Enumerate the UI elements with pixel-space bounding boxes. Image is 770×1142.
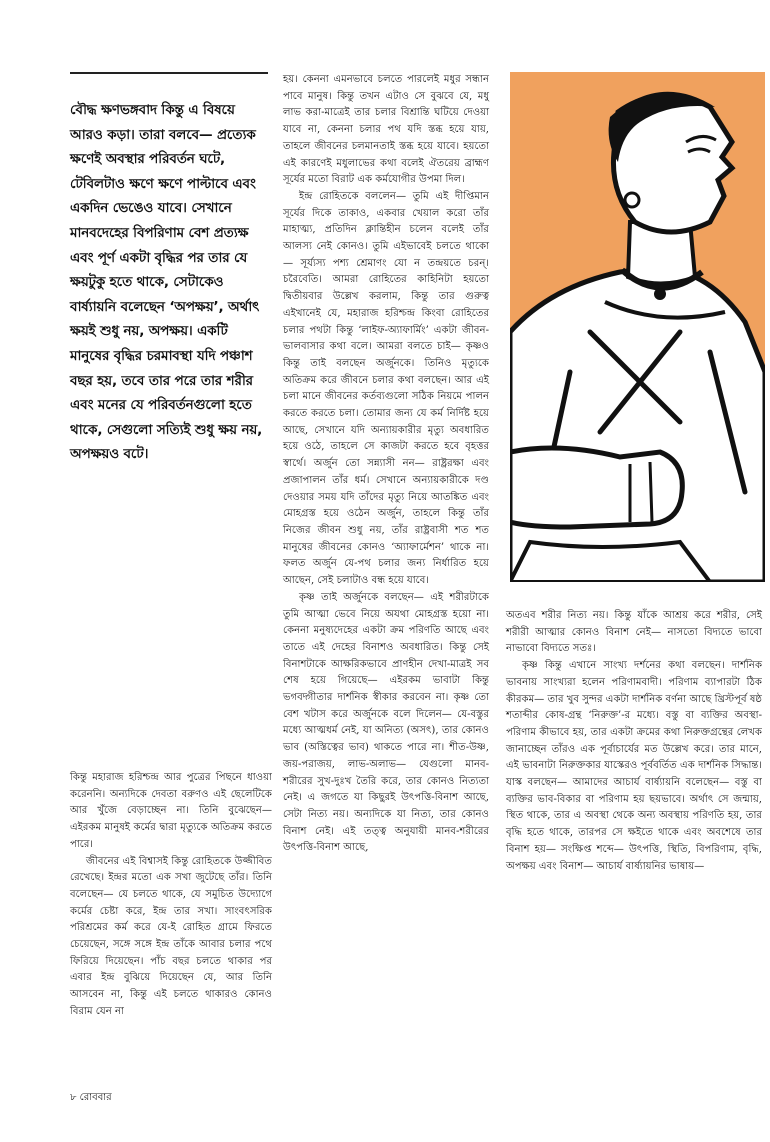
article-column-1: [70, 770, 272, 1021]
paragraph: কৃষ্ণ কিন্তু এখানে সাংখ্য দর্শনের কথা বলছেন। দার্শনিক ভাবনায় সাংখ্যরা হলেন পরিণামবাদী। পরিণাম ব্যাপারটা ঠিক কীরকম— তার খুব সুন্দর একটা দার্শনিক বর্ণনা আছে খ্রিস্টপূর্ব ষষ্ঠ শতাব্দীর কোষ-গ্রন্থ ‘নিরুক্ত’-র মধ্যে। বস্তু বা ব্যক্তির অবস্থা-পরিণাম কীভাবে হয়, তার একটা ক্রমের কথা নিরুক্তগ্রন্থের লেখক জানাচ্ছেন তাঁরও এক পূর্বাচার্যের মত উল্লেখ করে। তার মানে, এই ভাবনাটা নিরুক্তকার যাস্কেরও পূর্ববর্তিত এক দার্শনিক সিদ্ধান্ত। যাস্ক বলছেন— আমাদের আচার্য বার্ষ্যায়নি বলেছেন— বস্তু বা ব্যক্তির ভাব-বিকার বা পরিণাম হয় ছয়ভাবে। অর্থাৎ সে জন্মায়, স্থিত থাকে, তার এ অবস্থা থেকে অন্য অবস্থায় পরিণতি হয়, তার বৃদ্ধি হতে থাকে, তারপর সে ক্ষইতে থাকে এবং অবশেষে তার বিনাশ হয়— সংক্ষিপ্ত শব্দে— উৎপত্তি, স্থিতি, বিপরিণাম, বৃদ্ধি, অপক্ষয় এবং বিনাশ— আচার্য বার্ষ্যায়নির ভাষায়—: [506, 660, 762, 872]
paragraph: হয়। কেননা এমনভাবে চলতে পারলেই মধুর সন্ধান পাবে মানুষ। কিন্তু তখন এটাও সে বুঝবে যে, মধু লাভ করা-মাত্রেই তার চলার বিশ্রান্তি ঘটিয়ে দেওয়া যাবে না, কেননা চলার পথ যদি স্তব্ধ হয়ে যায়, তাহলে জীবনের চলমানতাই স্তব্ধ হয়ে যাবে। হয়তো এই কারণেই মধুলাভের কথা বলেই ঐতরেয় ব্রাহ্মণ সূর্যের মতো বিরাট এক কর্মযোগীর উপমা দিল।: [283, 74, 489, 186]
figure-earring: [625, 193, 639, 207]
paragraph: ইন্দ্র রোহিতকে বললেন— তুমি এই দীপ্তিমান সূর্যের দিকে তাকাও, একবার খেয়াল করো তাঁর মাহাত্ম্য, প্রতিদিন ক্লান্তিহীন চলেন বলেই তাঁর আলস্য নেই কোনও। তুমি এইভাবেই চলতে থাকো— সূর্য্যস্য পশ্য শ্রেমাণং যো ন তন্দ্রয়তে চরন্। চরৈবেতি। আমরা রোহিতের কাহিনিটা হয়তো দ্বিতীয়বার উল্লেখ করলাম, কিন্তু তার গুরুত্ব এইখানেই যে, মহারাজ হরিশ্চন্দ্র কিংবা রোহিতের চলার পথটা কিন্তু ‘লাইফ-অ্যাফার্মিং’ একটা জীবন-ভালবাসার কথা বলে। আমরা বলতে চাই— কৃষ্ণও কিন্তু তাই বলছেন অর্জুনকে। তিনিও মৃত্যুকে অতিক্রম করে জীবনে চলার কথা বলছেন। আর এই চলা মানে জীবনের কর্তব্যগুলো সঠিক নিয়মে পালন করতে করতে চলা। তোমার জন্য যে কর্ম নির্দিষ্ট হয়ে আছে, সেখানে যদি অন্যায়কারীর মৃত্যু অবধারিত হয়ে ওঠে, তাহলে সে কাজটা করতে হবে বৃহত্তর স্বার্থে। অর্জুন তো সন্ন্যাসী নন— রাষ্ট্ররক্ষা এবং প্রজাপালন তাঁর ধর্ম। সেখানে অন্যায়কারীকে দণ্ড দেওয়ার সময় যদি তাঁদের মৃত্যু নিয়ে আতঙ্কিত এবং মোহগ্রস্ত হয়ে ওঠেন অর্জুন, তাহলে কিন্তু তাঁর নিজের জীবন শুধু নয়, তাঁর রাষ্ট্রবাসী শত শত মানুষের জীবনের কোনও ‘অ্যাফার্মেশন’ থাকে না। ফলত অর্জুন যে-পথ চলার জন্য নির্ধারিত হয়ে আছেন, সেই চলাটাও বন্ধ হয়ে যাবে।: [283, 190, 489, 587]
figure-arm: [510, 448, 682, 527]
pull-quote: বৌদ্ধ ক্ষণভঙ্গবাদ কিন্তু এ বিষয়ে আরও কড়া। তারা বলবে— প্রত্যেক ক্ষণেই অবস্থার পরিবর্তন ঘটে, টেবিলটাও ক্ষণে ক্ষণে পাল্টাবে এবং একদিন ভেঙেও যাবে। সেখানে মানবদেহের বিপরিণাম বেশ প্রত্যক্ষ এবং পূর্ণ একটা বৃদ্ধির পর তার যে ক্ষয়টুকু হতে থাকে, সেটাকেও বার্ষ্যায়নি বলেছেন ‘অপক্ষয়’, অর্থাৎ ক্ষয়ই শুধু নয়, অপক্ষয়। একটি মানুষের বৃদ্ধির চরমাবস্থা যদি পঞ্চাশ বছর হয়, তবে তার পরে তার শরীর এবং মনের যে পরিবর্তনগুলো হতে থাকে, সেগুলো সত্যিই শুধু ক্ষয় নয়, অপক্ষয়ও বটে।: [70, 102, 263, 463]
paragraph: অতএব শরীর নিত্য নয়। কিন্তু যাঁকে আশ্রয় করে শরীর, সেই শরীরী আত্মার কোনও বিনাশ নেই— নাসতো বিদ্যতে ভাবো নাভাবো বিদ্যতে সতঃ।: [506, 610, 762, 655]
figure-illustration: [510, 72, 765, 582]
garment-lower: [510, 542, 710, 582]
paragraph: কিন্তু মহারাজ হরিশ্চন্দ্র আর পুত্রের পিছনে ধাওয়া করেননি। অন্যদিকে দেবতা বরুণও এই ছেলেটিকে আর খুঁজে বেড়াচ্ছেন না। তিনি বুঝেছেন— এইরকম মানুষই কর্মের দ্বারা মৃত্যুকে অতিক্রম করতে পারে।: [70, 772, 272, 850]
article-column-2: [283, 72, 489, 857]
column-rule: [70, 72, 268, 74]
paragraph: কৃষ্ণ তাই অর্জুনকে বলছেন— এই শরীরটাকে তুমি আত্মা ভেবে নিয়ে অযথা মোহগ্রস্ত হয়ো না। কেননা মনুষ্যদেহের একটা ক্রম পরিণতি আছে এবং তাতে এই দেহের বিনাশও অবধারিত। কিন্তু সেই বিনাশটাকে আক্ষরিকভাবে প্রাণহীন দেখা-মাত্রই সব শেষ হয়ে গিয়েছে— এইরকম ভাবাটা কিন্তু ভগবদ্গীতার দার্শনিক স্বীকার করবেন না। কৃষ্ণ তো বেশ খটাস করে অর্জুনকে বলে দিলেন— যে-বস্তুর মধ্যে আত্মধর্ম নেই, যা অনিত্য (অসৎ), তার কোনও ভাব (অস্তিত্বের ভাব) থাকতে পারে না। শীত-উষ্ণ, জয়-পরাজয়, লাভ-অলাভ— যেগুলো মানব-শরীরের সুখ-দুঃখ তৈরি করে, তার কোনও নিত্যতা নেই। এ জগতে যা কিছুরই উৎপত্তি-বিনাশ আছে, সেটা নিত্য নয়। অন্যদিকে যা নিত্য, তার কোনও বিনাশ নেই। এই তত্ত্ব অনুযায়ী মানব-শরীরের উৎপত্তি-বিনাশ আছে,: [283, 591, 489, 854]
paragraph: জীবনের এই বিশ্বাসই কিন্তু রোহিতকে উজ্জীবিত রেখেছে। ইন্দ্রর মতো এক সখা জুটেছে তাঁর। তিনি বলেছেন— যে চলতে থাকে, যে সমুচিত উদ্যোগে কর্মের চেষ্টা করে, ইন্দ্র তার সখা। সাংবৎসরিক পরিশ্রমের কর্ম করে যে-ই রোহিত গ্রামে ফিরতে চেয়েছেন, সঙ্গে সঙ্গে ইন্দ্র তাঁকে আবার চলার পথে ফিরিয়ে দিয়েছেন। পাঁচ বছর চলতে থাকার পর এবার ইন্দ্র বুঝিয়ে দিয়েছেন যে, আর তিনি আসবেন না, কিন্তু এই চলতে থাকারও কোনও বিরাম যেন না: [70, 855, 272, 1017]
article-column-3: [506, 608, 762, 875]
page-footer: ৮ রোববার: [70, 1092, 112, 1103]
